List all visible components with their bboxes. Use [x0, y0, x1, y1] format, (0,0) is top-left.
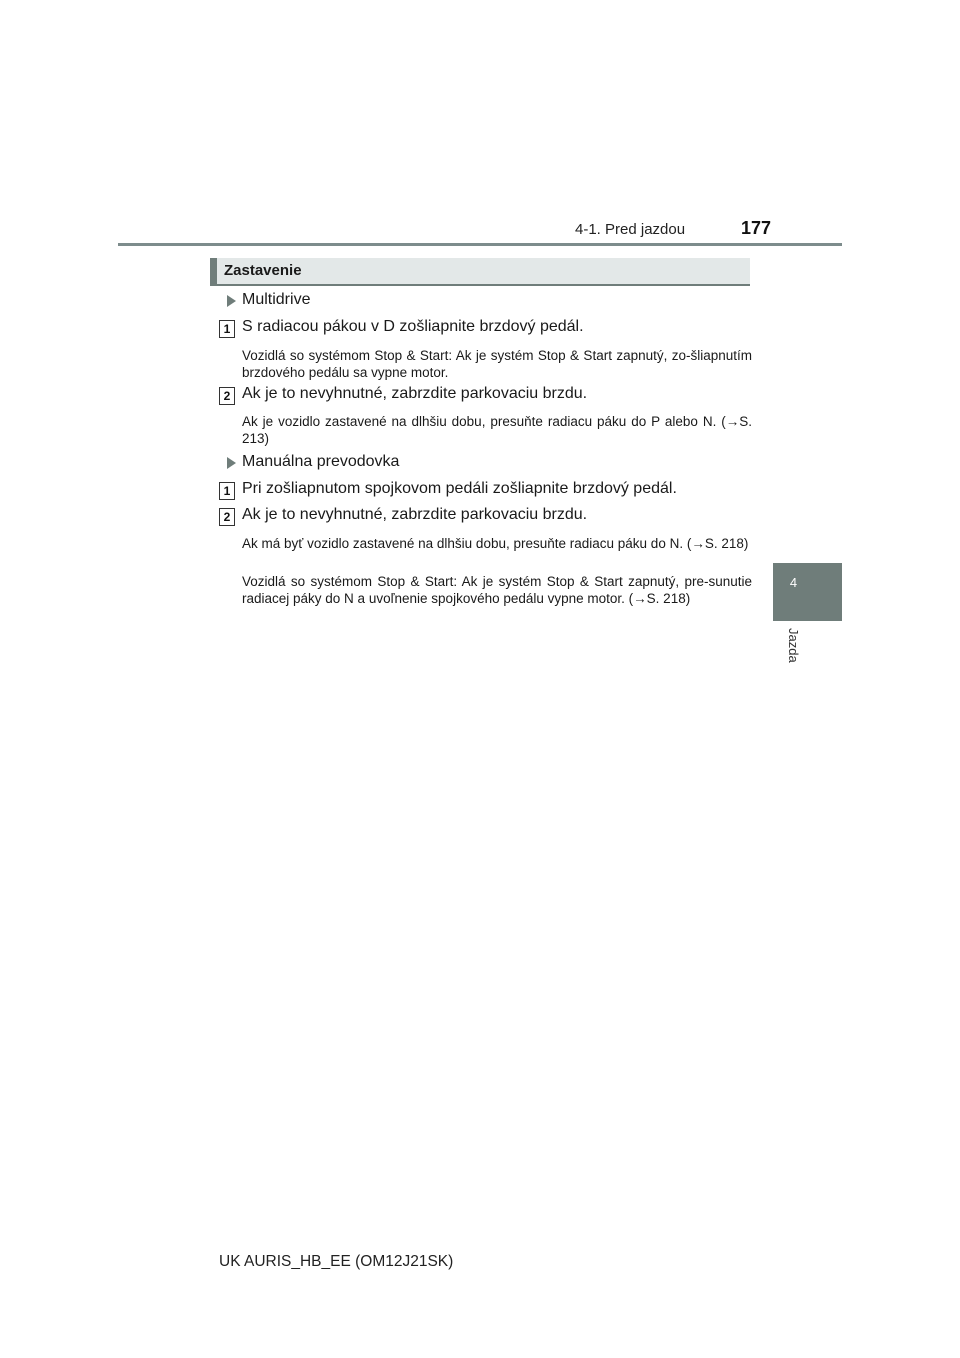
- step-text: S radiacou pákou v D zošliapnite brzdový pedál.: [242, 318, 584, 335]
- step-note: Vozidlá so systémom Stop & Start: Ak je systém Stop & Start zapnutý, zo-šliapnutím brzdového pedálu sa vypne motor.: [242, 348, 752, 380]
- step-text: Ak je to nevyhnutné, zabrzdite parkovaciu brzdu.: [242, 506, 588, 523]
- chapter-number: 4: [789, 575, 798, 590]
- chapter-title: Jazda: [786, 628, 801, 663]
- header-section-title: 4-1. Pred jazdou: [575, 221, 686, 238]
- section-title: Zastavenie: [224, 262, 302, 279]
- subsection-heading-manual: Manuálna prevodovka: [242, 453, 400, 470]
- triangle-bullet-icon: [227, 295, 236, 307]
- step-text: Ak je to nevyhnutné, zabrzdite parkovaciu brzdu.: [242, 385, 588, 402]
- step-note: Ak je vozidlo zastavené na dlhšiu dobu, presuňte radiacu páku do P alebo N. (→S. 213): [242, 414, 752, 446]
- step-number-box: 1: [219, 320, 235, 338]
- chapter-tab[interactable]: [773, 563, 842, 621]
- subsection-heading-multidrive: Multidrive: [242, 291, 311, 308]
- step-text: Pri zošliapnutom spojkovom pedáli zošliapnite brzdový pedál.: [242, 480, 677, 497]
- triangle-bullet-icon: [227, 457, 236, 469]
- step-number-box: 2: [219, 387, 235, 405]
- step-note: Ak má byť vozidlo zastavené na dlhšiu dobu, presuňte radiacu páku do N. (→S. 218): [242, 536, 749, 551]
- step-note: Vozidlá so systémom Stop & Start: Ak je systém Stop & Start zapnutý, pre-sunutie radiacej páky do N a uvoľnenie spojkového pedálu vypne motor. (→S. 218): [242, 574, 752, 606]
- step-number-box: 1: [219, 482, 235, 500]
- footer-model-code: UK AURIS_HB_EE (OM12J21SK): [219, 1253, 454, 1270]
- step-number-box: 2: [219, 508, 235, 526]
- header-divider: [118, 243, 842, 246]
- page-number: 177: [741, 218, 772, 238]
- section-title-accent: [210, 258, 217, 286]
